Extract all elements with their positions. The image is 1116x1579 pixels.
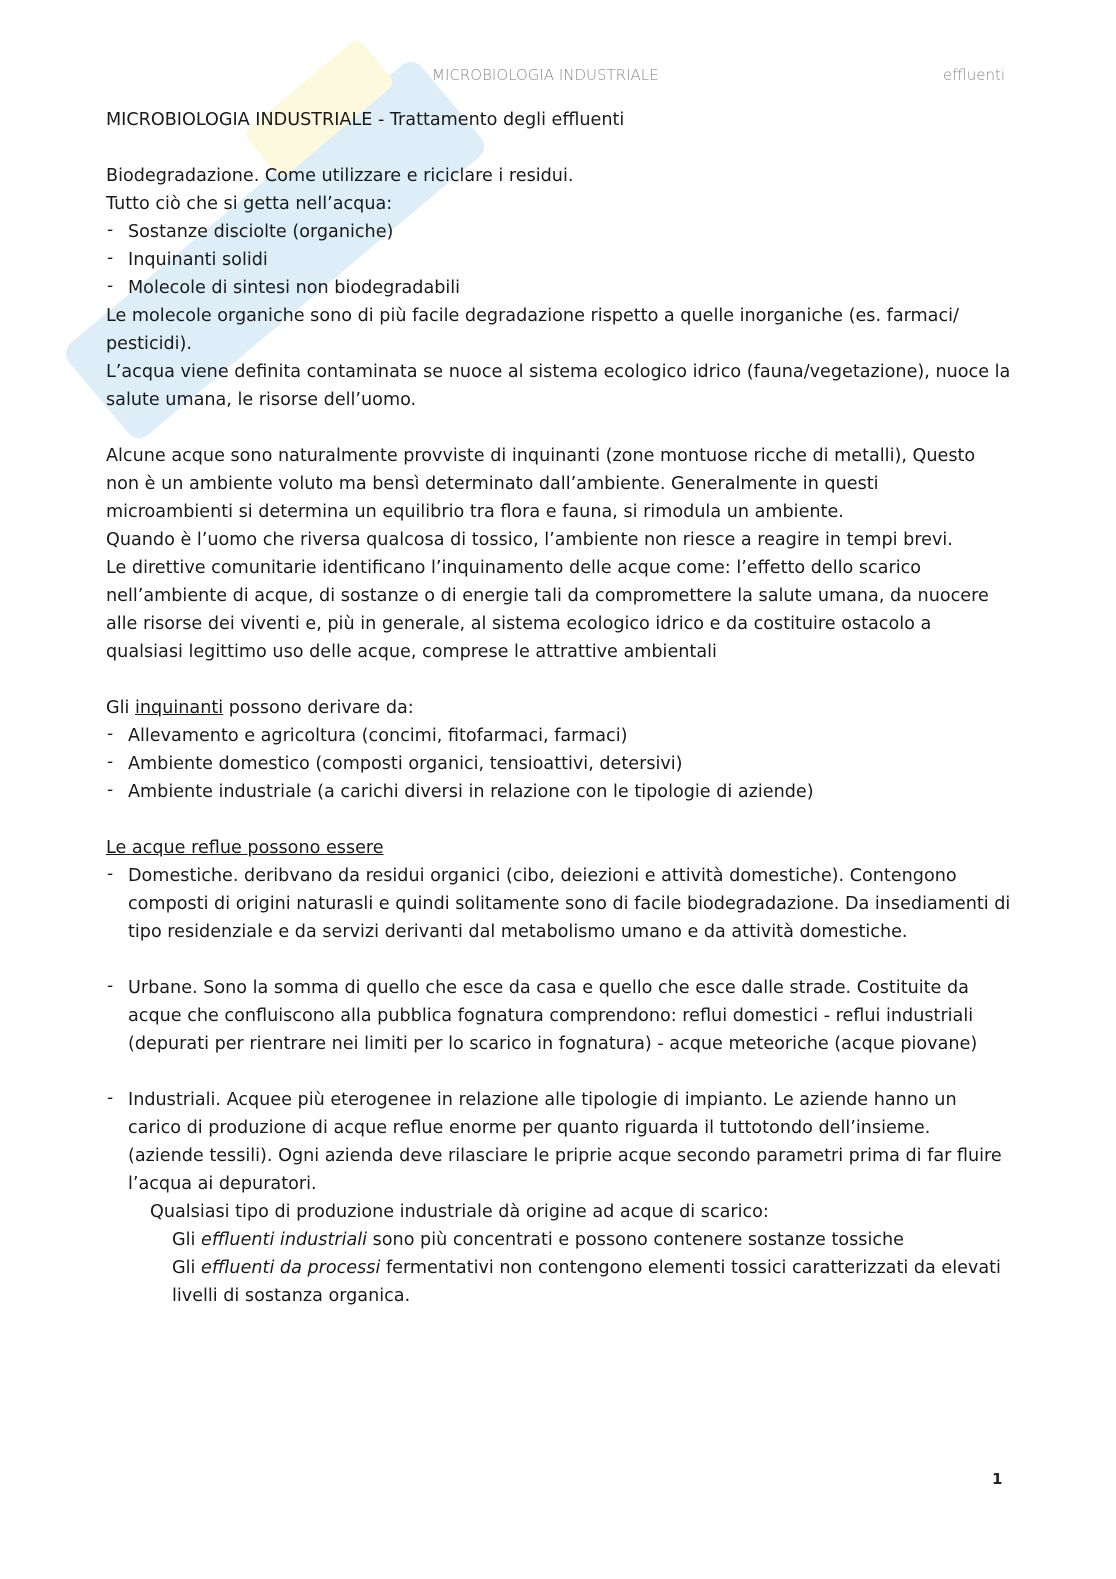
- list-item: - Allevamento e agricoltura (concimi, fitofarmaci, farmaci): [106, 722, 1011, 750]
- intro-line-1: Biodegradazione. Come utilizzare e riciclare i residui.: [106, 166, 574, 186]
- paragraph: Le direttive comunitarie identificano l’inquinamento delle acque come: l’effetto dello scarico nell’ambiente di acque, di sostanze o di energie tali da compromettere la salute umana, da nuocere alle risorse dei viventi e, più in generale, al sistema ecologico idrico e da costituire ostacolo a qualsiasi legittimo uso delle acque, comprese le attrattive ambientali: [106, 558, 989, 662]
- list-item: - Sostanze disciolte (organiche): [106, 218, 1011, 246]
- effluent-line-1: Gli effluenti industriali sono più concentrati e possono contenere sostanze tossiche: [172, 1230, 905, 1250]
- paragraph: L’acqua viene definita contaminata se nuoce al sistema ecologico idrico (fauna/vegetazione), nuoce la salute umana, le risorse dell’uomo.: [106, 362, 1011, 410]
- page-number: 1: [992, 1470, 1003, 1488]
- pollutant-sources-list: [106, 722, 1011, 806]
- industrial-note: Qualsiasi tipo di produzione industriale dà origine ad acque di scarico:: [150, 1202, 769, 1222]
- intro-line-2: Tutto ciò che si getta nell’acqua:: [106, 194, 393, 214]
- discharge-list: [106, 218, 1011, 302]
- list-item: - Molecole di sintesi non biodegradabili: [106, 274, 1011, 302]
- list-item-industrial: - Industriali. Acquee più eterogenee in relazione alle tipologie di impianto. Le aziende hanno un carico di produzione di acque reflue enorme per quanto riguarda il tuttotondo dell’insieme. (aziende tessili). Ogni azienda deve rilasciare le priprie acque secondo parametri prima di far fluire l’acqua ai depuratori.: [106, 1086, 1011, 1198]
- list-item: - Ambiente industriale (a carichi diversi in relazione con le tipologie di aziende): [106, 778, 1011, 806]
- pollutants-lead: Gli inquinanti possono derivare da:: [106, 698, 414, 718]
- header-title: MICROBIOLOGIA INDUSTRIALE: [432, 66, 659, 84]
- effluent-line-2: Gli effluenti da processi fermentativi non contengono elementi tossici caratterizzati da elevati livelli di sostanza organica.: [172, 1258, 1001, 1306]
- paragraph: Le molecole organiche sono di più facile degradazione rispetto a quelle inorganiche (es. farmaci/ pesticidi).: [106, 306, 959, 354]
- list-item-urban: - Urbane. Sono la somma di quello che esce da casa e quello che esce dalle strade. Costituite da acque che confluiscono alla pubblica fognatura comprendono: reflui domestici - reflui industriali (depurati per rientrare nei limiti per lo scarico in fognatura) - acque meteoriche (acque piovane): [106, 974, 1011, 1058]
- running-header: [0, 66, 1116, 88]
- list-item: - Inquinanti solidi: [106, 246, 1011, 274]
- wastewater-list: [106, 862, 1011, 946]
- paragraph: Quando è l’uomo che riversa qualcosa di tossico, l’ambiente non riesce a reagire in tempi brevi.: [106, 530, 953, 550]
- paragraph: Alcune acque sono naturalmente provviste di inquinanti (zone montuose ricche di metalli), Questo non è un ambiente voluto ma bensì determinato dall’ambiente. Generalmente in questi microambienti si determina un equilibrio tra flora e fauna, si rimodula un ambiente.: [106, 446, 976, 522]
- list-item-domestic: - Domestiche. deribvano da residui organici (cibo, deiezioni e attività domestiche). Contengono composti di origini naturasli e quindi solitamente sono di facile biodegradazione. Da insediamenti di tipo residenziale e da servizi derivanti dal metabolismo umano e da attività domestiche.: [106, 862, 1011, 946]
- header-section: effluenti: [943, 66, 1006, 84]
- document-body: [106, 106, 1011, 1310]
- section-heading: Le acque reflue possono essere: [106, 838, 384, 858]
- page-title: MICROBIOLOGIA INDUSTRIALE - Trattamento degli effluenti: [106, 110, 625, 130]
- list-item: - Ambiente domestico (composti organici, tensioattivi, detersivi): [106, 750, 1011, 778]
- underlined-term: inquinanti: [135, 698, 224, 718]
